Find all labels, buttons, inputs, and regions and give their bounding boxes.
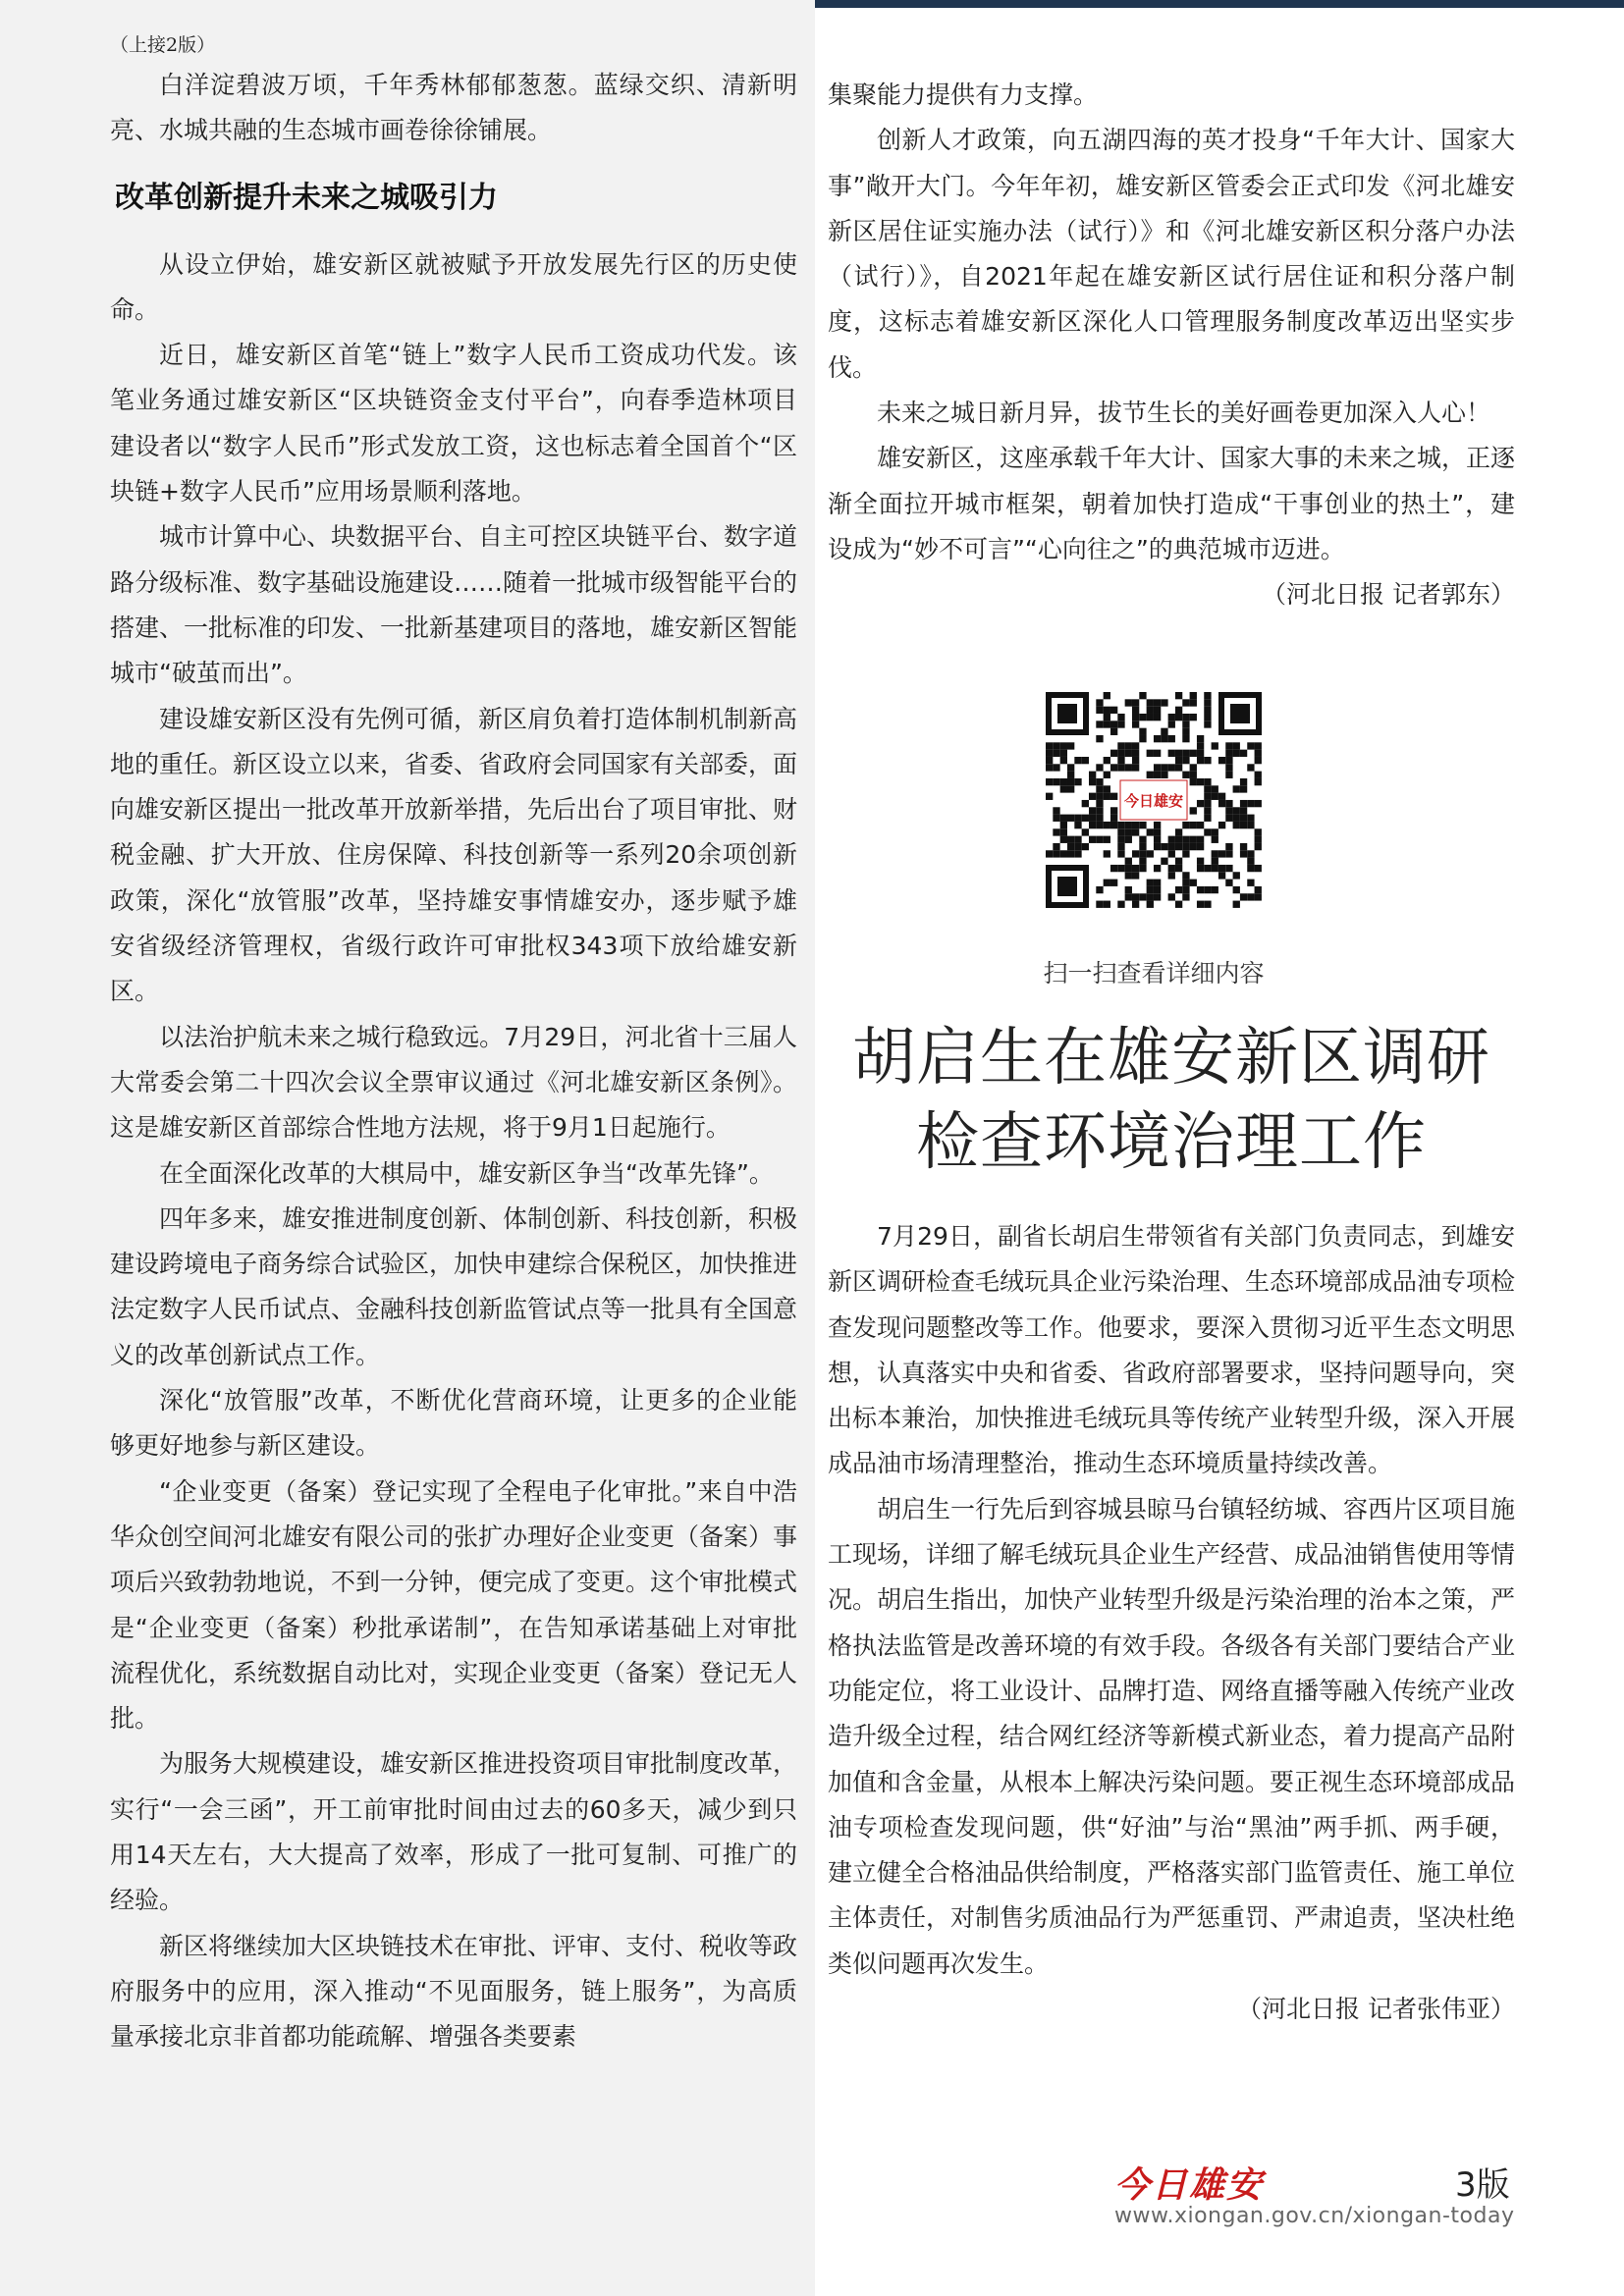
headline-line-1: 胡启生在雄安新区调研 [852, 1022, 1490, 1095]
article-paragraph: 城市计算中心、块数据平台、自主可控区块链平台、数字道路分级标准、数字基础设施建设……随着一批城市级智能平台的搭建、一批标准的印发、一批新基建项目的落地，雄安新区智能城市“破茧而出”。 [110, 522, 798, 688]
article-paragraph: “企业变更（备案）登记实现了全程电子化审批。”来自中浩华众创空间河北雄安有限公司的张扩办理好企业变更（备案）事项后兴致勃勃地说，不到一分钟，便完成了变更。这个审批模式是“企业变更（备案）秒批承诺制”，在告知承诺基础上对审批流程优化，系统数据自动比对，实现企业变更（备案）登记无人批。 [110, 1476, 798, 1734]
article-paragraph: 新区将继续加大区块链技术在审批、评审、支付、税收等政府服务中的应用，深入推动“不见面服务，链上服务”，为高质量承接北京非首都功能疏解、增强各类要素 [110, 1931, 798, 2052]
article-paragraph: 7月29日，副省长胡启生带领省有关部门负责同志，到雄安新区调研检查毛绒玩具企业污染治理、生态环境部成品油专项检查发现问题整改等工作。他要求，要深入贯彻习近平生态文明思想，认真落实中央和省委、省政府部署要求，坚持问题导向，突出标本兼治，加快推进毛绒玩具等传统产业转型升级，深入开展成品油市场清理整治，推动生态环境质量持续改善。 [828, 1222, 1516, 1478]
section-subheading: 改革创新提升未来之城吸引力 [115, 180, 498, 215]
qr-code-icon [1046, 692, 1262, 908]
continuation-note: （上接2版） [110, 34, 216, 56]
qr-code[interactable] [1046, 692, 1262, 908]
article-paragraph: 胡启生一行先后到容城县晾马台镇轻纺城、容西片区项目施工现场，详细了解毛绒玩具企业生产经营、成品油销售使用等情况。胡启生指出，加快产业转型升级是污染治理的治本之策，严格执法监管是改善环境的有效手段。各级各有关部门要结合产业功能定位，将工业设计、品牌打造、网络直播等融入传统产业改造升级全过程，结合网红经济等新模式新业态，着力提高产品附加值和含金量，从根本上解决污染问题。要正视生态环境部成品油专项检查发现问题，供“好油”与治“黑油”两手抓、两手硬，建立健全合格油品供给制度，严格落实部门监管责任、施工单位主体责任，对制售劣质油品行为严惩重罚、严肃追责，坚决杜绝类似问题再次发生。 [828, 1494, 1516, 1978]
article-paragraph: 创新人才政策，向五湖四海的英才投身“千年大计、国家大事”敞开大门。今年年初，雄安新区管委会正式印发《河北雄安新区居住证实施办法（试行）》和《河北雄安新区积分落户办法（试行）》，自2021年起在雄安新区试行居住证和积分落户制度，这标志着雄安新区深化人口管理服务制度改革迈出坚实步伐。 [828, 126, 1515, 382]
article-paragraph: 深化“放管服”改革，不断优化营商环境，让更多的企业能够更好地参与新区建设。 [110, 1386, 797, 1461]
article-paragraph: 从设立伊始，雄安新区就被赋予开放发展先行区的历史使命。 [110, 249, 797, 324]
continued-text: 集聚能力提供有力支撑。 [828, 80, 1099, 109]
qr-center-label: 今日雄安 [1123, 792, 1184, 810]
article-paragraph: 在全面深化改革的大棋局中，雄安新区争当“改革先锋”。 [159, 1158, 774, 1188]
article-paragraph: 为服务大规模建设，雄安新区推进投资项目审批制度改革，实行“一会三函”，开工前审批时间由过去的60多天，减少到只用14天左右，大大提高了效率，形成了一批可复制、可推广的经验。 [110, 1749, 798, 1915]
article-paragraph: 雄安新区，这座承载千年大计、国家大事的未来之城，正逐渐全面拉开城市框架，朝着加快打造成“干事创业的热土”，建设成为“妙不可言”“心向往之”的典范城市迈进。 [828, 444, 1516, 563]
page-number: 3版 [1455, 2165, 1510, 2205]
qr-caption: 扫一扫查看详细内容 [1043, 959, 1265, 988]
right-column-bottom [828, 1214, 1515, 2032]
article-paragraph: 未来之城日新月异，拔节生长的美好画卷更加深入人心！ [877, 399, 1491, 428]
article-paragraph: 近日，雄安新区首笔“链上”数字人民币工资成功代发。该笔业务通过雄安新区“区块链资金支付平台”，向春季造林项目建设者以“数字人民币”形式发放工资，这也标志着全国首个“区块链+数字人民币”应用场景顺利落地。 [110, 341, 797, 507]
footer-url[interactable]: www.xiongan.gov.cn/xiongan-today [1114, 2204, 1515, 2228]
byline: （河北日报 记者郭东） [1262, 580, 1515, 610]
byline: （河北日报 记者张伟亚） [1237, 1995, 1515, 2024]
article-paragraph: 以法治护航未来之城行稳致远。7月29日，河北省十三届人大常委会第二十四次会议全票审议通过《河北雄安新区条例》。这是雄安新区首部综合性地方法规，将于9月1日起施行。 [110, 1022, 797, 1143]
right-column-top [828, 73, 1515, 617]
intro-paragraph: 白洋淀碧波万顷，千年秀林郁郁葱葱。蓝绿交织、清新明亮、水城共融的生态城市画卷徐徐铺展。 [110, 71, 797, 145]
article-headline [828, 1016, 1515, 1185]
article-paragraph: 四年多来，雄安推进制度创新、体制创新、科技创新，积极建设跨境电子商务综合试验区，加快申建综合保税区，加快推进法定数字人民币试点、金融科技创新监管试点等一批具有全国意义的改革创新试点工作。 [110, 1203, 798, 1369]
article-paragraph: 建设雄安新区没有先例可循，新区肩负着打造体制机制新高地的重任。新区设立以来，省委、省政府会同国家有关部委，面向雄安新区提出一批改革开放新举措，先后出台了项目审批、财税金融、扩大开放、住房保障、科技创新等一系列20余项创新政策，深化“放管服”改革，坚持雄安事情雄安办，逐步赋予雄安省级经济管理权，省级行政许可审批权343项下放给雄安新区。 [110, 704, 798, 1006]
newspaper-logo: 今日雄安 [1114, 2164, 1265, 2206]
headline-line-2: 检查环境治理工作 [916, 1106, 1427, 1179]
left-column [110, 27, 797, 2059]
top-accent-bar [815, 0, 1624, 8]
